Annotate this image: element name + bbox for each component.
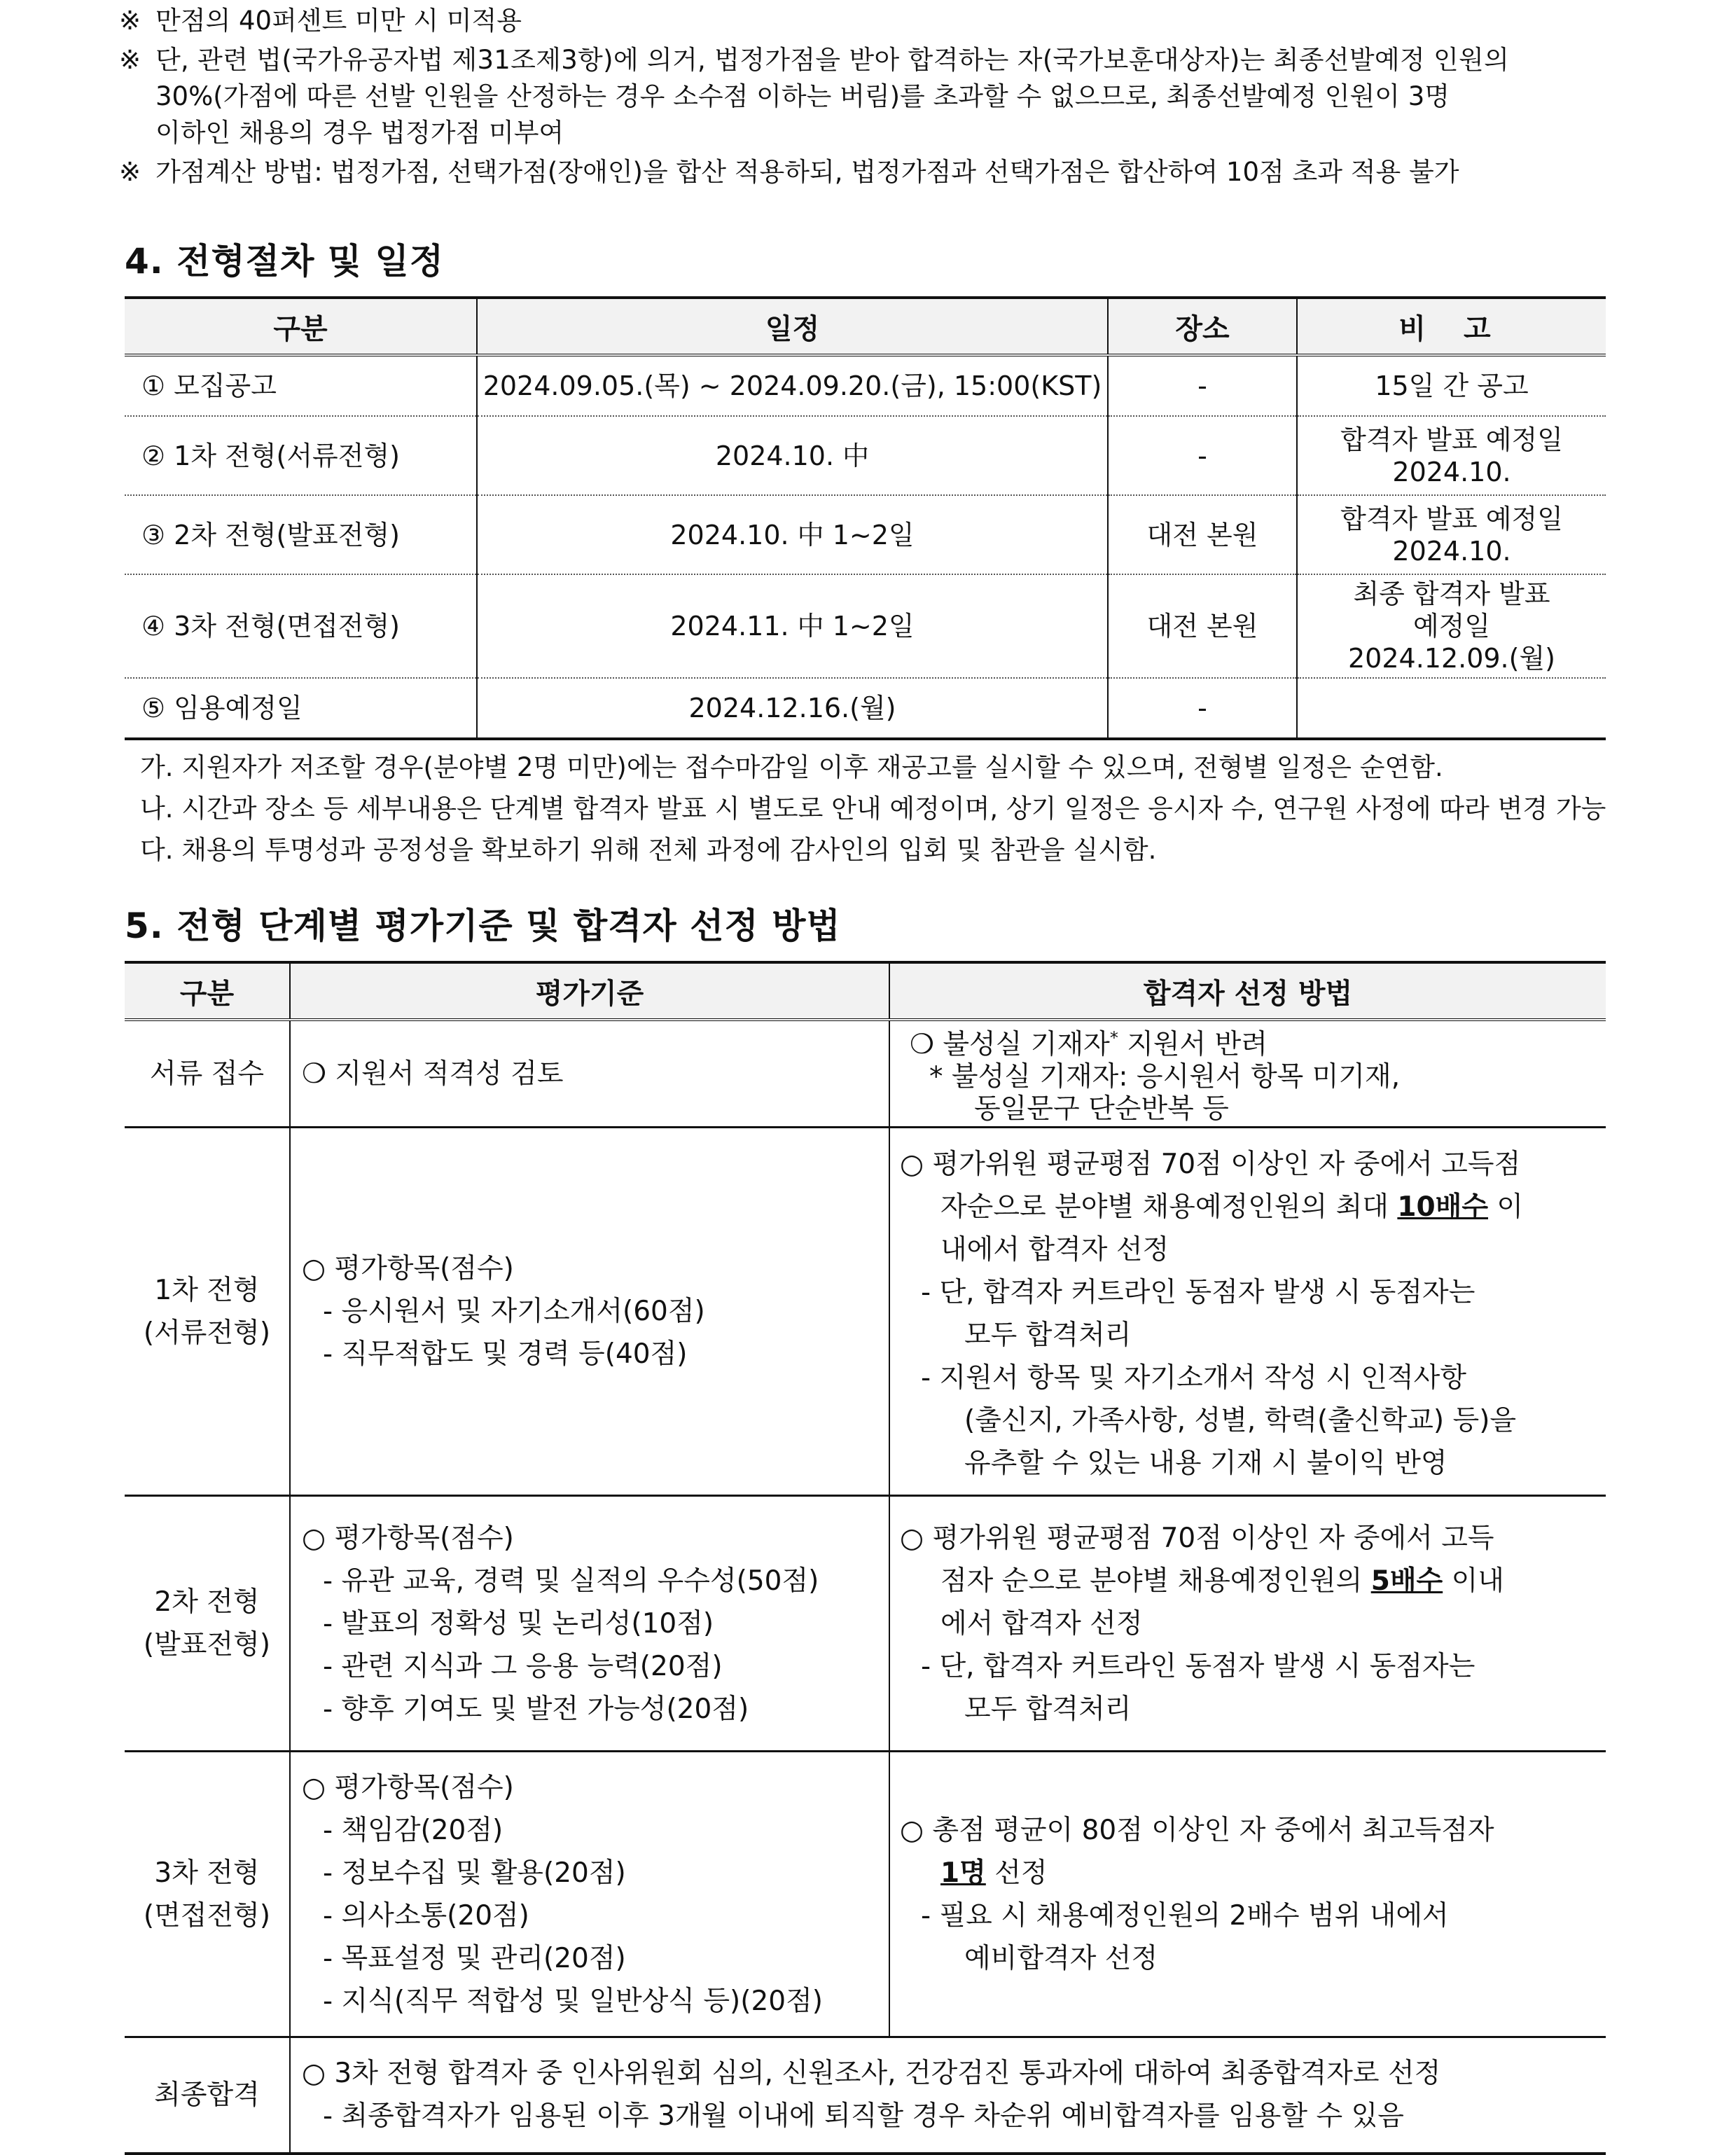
remarks-line: 예정일 <box>1412 611 1491 642</box>
table-row <box>125 1752 1606 2037</box>
footnote-mark: * <box>1109 1028 1118 1048</box>
header-category: 구분 <box>125 962 290 1020</box>
table-row <box>125 678 1606 739</box>
stage-name: 3차 전형 <box>154 1857 260 1889</box>
method-line <box>900 1560 1599 1602</box>
remarks-line: 합격자 발표 예정일 <box>1340 424 1563 455</box>
table-row <box>125 574 1606 678</box>
step-label: ④ 3차 전형(면접전형) <box>125 574 477 678</box>
criteria-cell <box>290 1752 889 2037</box>
step-place: - <box>1108 678 1297 739</box>
step-label: ③ 2차 전형(발표전형) <box>125 495 477 574</box>
stage-name: 1차 전형 <box>154 1274 260 1306</box>
stage-type: (면접전형) <box>143 1899 271 1932</box>
method-text: 이내 <box>1443 1565 1504 1597</box>
evaluation-table <box>125 961 1606 2155</box>
remarks-line: 2024.10. <box>1392 456 1511 487</box>
step-place: - <box>1108 416 1297 495</box>
reference-mark: ※ <box>119 157 141 187</box>
criteria-cell <box>290 1128 889 1496</box>
header-place: 장소 <box>1108 298 1297 355</box>
method-cell <box>889 1128 1606 1496</box>
remarks-line: 15일 간 공고 <box>1375 370 1529 401</box>
criteria-line: - 유관 교육, 경력 및 실적의 우수성(50점) <box>323 1565 819 1597</box>
schedule-footnotes <box>140 747 1632 871</box>
table-row <box>125 416 1606 495</box>
criteria-line: - 책임감(20점) <box>323 1814 504 1846</box>
note-item <box>119 42 1632 151</box>
criteria-line: - 발표의 정확성 및 논리성(10점) <box>323 1607 714 1640</box>
stage-label: 서류 접수 <box>125 1020 290 1128</box>
reference-mark: ※ <box>119 45 141 75</box>
criteria-line: ○ 평가항목(점수) <box>302 1771 514 1803</box>
remarks-line: 합격자 발표 예정일 <box>1340 503 1563 534</box>
footnote: 다. 채용의 투명성과 공정성을 확보하기 위해 전체 과정에 감사인의 입회 및 참관을 실시함. <box>140 835 1157 865</box>
step-remarks <box>1297 495 1606 574</box>
method-line: 에서 합격자 선정 <box>940 1607 1143 1640</box>
table-header-row <box>125 298 1606 355</box>
step-place: - <box>1108 355 1297 416</box>
remarks-line: 2024.10. <box>1392 535 1511 567</box>
top-notes <box>119 3 1632 190</box>
method-cell <box>889 1496 1606 1752</box>
method-text: 점자 순으로 분야별 채용예정인원의 <box>940 1565 1371 1597</box>
header-category: 구분 <box>125 298 477 355</box>
step-schedule: 2024.10. 中 1~2일 <box>477 495 1108 574</box>
remarks-line: 2024.12.09.(월) <box>1347 643 1555 674</box>
header-selection-method: 합격자 선정 방법 <box>889 962 1606 1020</box>
final-method-cell <box>290 2037 1606 2154</box>
method-line: 모두 합격처리 <box>964 1693 1132 1725</box>
criteria-line: - 응시원서 및 자기소개서(60점) <box>323 1296 705 1327</box>
step-schedule: 2024.11. 中 1~2일 <box>477 574 1108 678</box>
step-schedule: 2024.12.16.(월) <box>477 678 1108 739</box>
header-criteria: 평가기준 <box>290 962 889 1020</box>
criteria-line: ❍ 지원서 적격성 검토 <box>302 1058 564 1090</box>
stage-label <box>125 1752 290 2037</box>
method-line: ○ 총점 평균이 80점 이상인 자 중에서 최고득점자 <box>900 1814 1494 1846</box>
table-row <box>125 1020 1606 1128</box>
table-row <box>125 2037 1606 2154</box>
method-line: 내에서 합격자 선정 <box>940 1234 1169 1266</box>
note-item <box>119 154 1632 190</box>
method-line <box>900 1852 1599 1894</box>
section-4-title: 4. 전형절차 및 일정 <box>125 241 445 282</box>
reference-mark: ※ <box>119 6 141 36</box>
criteria-cell <box>290 1496 889 1752</box>
step-label: ⑤ 임용예정일 <box>141 693 303 723</box>
method-line: ○ 3차 전형 합격자 중 인사위원회 심의, 신원조사, 건강검진 통과자에 대하여 최종합격자로 선정 <box>302 2058 1441 2090</box>
remarks-line: 최종 합격자 발표 <box>1353 578 1550 609</box>
method-line <box>900 1186 1599 1228</box>
criteria-line: - 목표설정 및 관리(20점) <box>323 1942 626 1974</box>
method-line <box>910 1022 1599 1061</box>
stage-label: 최종합격 <box>154 2079 260 2111</box>
stage-type: (발표전형) <box>143 1629 271 1661</box>
method-line: (출신지, 가족사항, 성별, 학력(출신학교) 등)을 <box>964 1405 1517 1436</box>
step-schedule: 2024.10. 中 <box>477 416 1108 495</box>
method-line: 모두 합격처리 <box>964 1319 1132 1351</box>
stage-label <box>125 1128 290 1496</box>
step-remarks <box>1297 678 1606 739</box>
table-row <box>125 1128 1606 1496</box>
criteria-cell <box>290 1020 889 1128</box>
step-place: 대전 본원 <box>1108 495 1297 574</box>
stage-label <box>125 1496 290 1752</box>
note-text: 이하인 채용의 경우 법정가점 미부여 <box>155 118 564 148</box>
criteria-line: - 정보수집 및 활용(20점) <box>323 1857 626 1889</box>
method-line: - 최종합격자가 임용된 이후 3개월 이내에 퇴직할 경우 차순위 예비합격자를 임용할 수 있음 <box>323 2100 1404 2133</box>
header-remarks: 비 고 <box>1297 298 1606 355</box>
criteria-line: ○ 평가항목(점수) <box>302 1253 514 1284</box>
highlight-count: 1명 <box>940 1857 986 1889</box>
method-text: ❍ 불성실 기재자 <box>910 1029 1110 1060</box>
method-line: - 필요 시 채용예정인원의 2배수 범위 내에서 <box>921 1899 1449 1932</box>
method-line: - 단, 합격자 커트라인 동점자 발생 시 동점자는 <box>921 1650 1475 1682</box>
criteria-line: ○ 평가항목(점수) <box>302 1522 514 1554</box>
table-row <box>125 1496 1606 1752</box>
note-item <box>119 3 1632 39</box>
table-row <box>125 355 1606 416</box>
step-remarks <box>1297 416 1606 495</box>
step-remarks <box>1297 574 1606 678</box>
step-remarks <box>1297 355 1606 416</box>
method-line: - 지원서 항목 및 자기소개서 작성 시 인적사항 <box>921 1362 1466 1394</box>
footnote: 가. 지원자가 저조할 경우(분야별 2명 미만)에는 접수마감일 이후 재공고를 실시할 수 있으며, 전형별 일정은 순연함. <box>140 752 1443 782</box>
method-text: 자순으로 분야별 채용예정인원의 최대 <box>940 1191 1398 1223</box>
method-line: ○ 평가위원 평균평점 70점 이상인 자 중에서 고득점 <box>900 1149 1521 1180</box>
highlight-multiplier: 10배수 <box>1397 1191 1488 1223</box>
method-cell <box>889 1020 1606 1128</box>
method-text: 이 <box>1488 1191 1524 1223</box>
step-label: ② 1차 전형(서류전형) <box>125 416 477 495</box>
criteria-line: - 지식(직무 적합성 및 일반상식 등)(20점) <box>323 1985 823 2017</box>
note-text: 30%(가점에 따른 선발 인원을 산정하는 경우 소수점 이하는 버림)를 초과할 수 없으므로, 최종선발예정 인원이 3명 <box>155 81 1450 111</box>
criteria-line: - 직무적합도 및 경력 등(40점) <box>323 1338 688 1370</box>
method-line: 유추할 수 있는 내용 기재 시 불이익 반영 <box>964 1448 1447 1479</box>
method-line: 동일문구 단순반복 등 <box>974 1093 1229 1125</box>
footnote: 나. 시간과 장소 등 세부내용은 단계별 합격자 발표 시 별도로 안내 예정이며, 상기 일정은 응시자 수, 연구원 사정에 따라 변경 가능 <box>140 794 1606 824</box>
step-place: 대전 본원 <box>1108 574 1297 678</box>
note-text: 만점의 40퍼센트 미만 시 미적용 <box>155 6 522 36</box>
note-text: 가점계산 방법: 법정가점, 선택가점(장애인)을 합산 적용하되, 법정가점과 선택가점은 합산하여 10점 초과 적용 불가 <box>155 157 1459 187</box>
criteria-line: - 의사소통(20점) <box>323 1899 529 1932</box>
stage-type: (서류전형) <box>143 1317 271 1349</box>
method-cell <box>889 1752 1606 2037</box>
note-text: 단, 관련 법(국가유공자법 제31조제3항)에 의거, 법정가점을 받아 합격하는 자(국가보훈대상자)는 최종선발예정 인원의 <box>155 45 1510 75</box>
method-text: 지원서 반려 <box>1118 1029 1268 1060</box>
method-text: 선정 <box>985 1857 1048 1889</box>
step-label: ① 모집공고 <box>125 355 477 416</box>
header-schedule: 일정 <box>477 298 1108 355</box>
highlight-multiplier: 5배수 <box>1370 1565 1443 1597</box>
method-line: - 단, 합격자 커트라인 동점자 발생 시 동점자는 <box>921 1277 1475 1308</box>
section-5-title: 5. 전형 단계별 평가기준 및 합격자 선정 방법 <box>125 906 841 946</box>
table-row <box>125 495 1606 574</box>
schedule-table <box>125 296 1606 740</box>
step-schedule: 2024.09.05.(목) ~ 2024.09.20.(금), 15:00(KST) <box>477 355 1108 416</box>
method-line: 예비합격자 선정 <box>964 1942 1158 1974</box>
method-line: ○ 평가위원 평균평점 70점 이상인 자 중에서 고득 <box>900 1522 1494 1554</box>
stage-name: 2차 전형 <box>154 1586 260 1618</box>
table-header-row <box>125 962 1606 1020</box>
criteria-line: - 관련 지식과 그 응용 능력(20점) <box>323 1650 723 1682</box>
criteria-line: - 향후 기여도 및 발전 가능성(20점) <box>323 1693 749 1725</box>
method-line: * 불성실 기재자: 응시원서 항목 미기재, <box>929 1061 1401 1093</box>
